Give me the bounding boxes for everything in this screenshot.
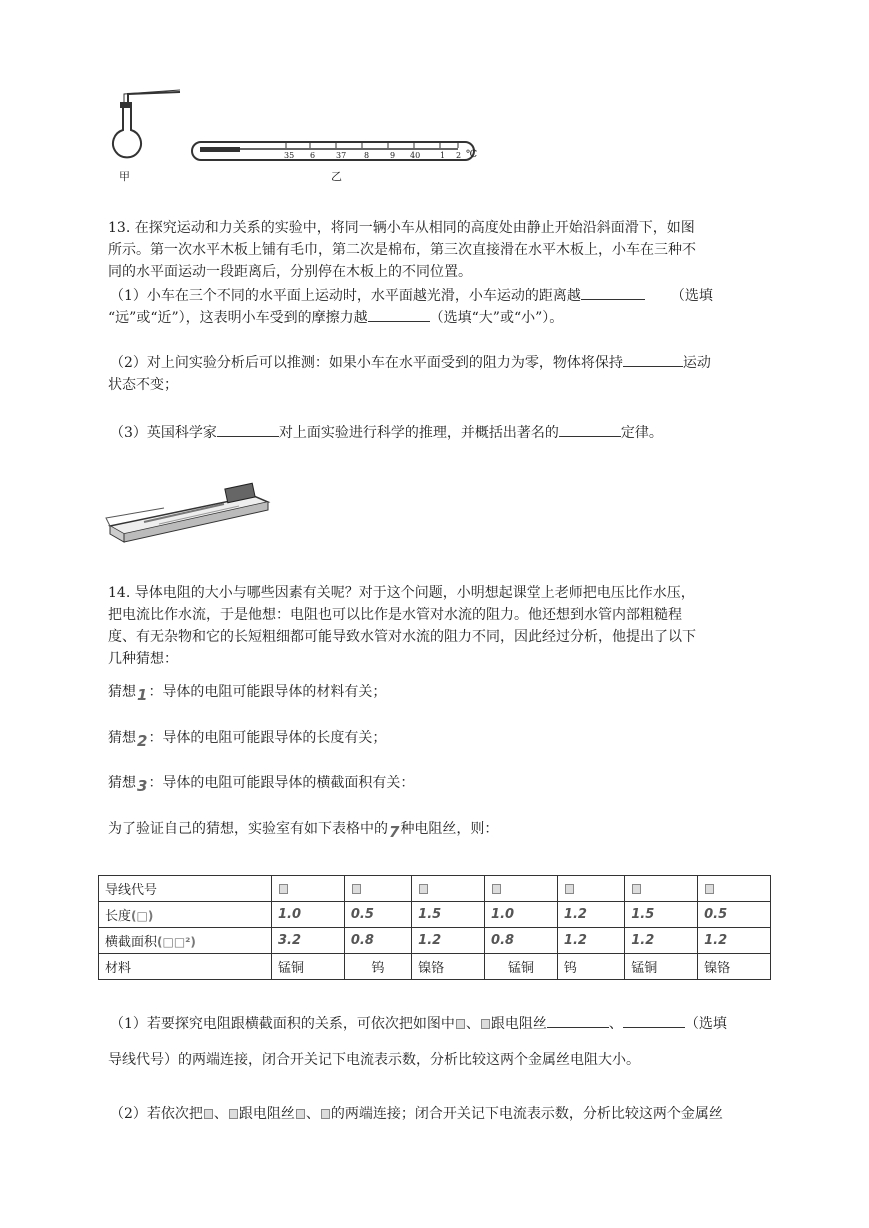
table-cell: 1.5: [412, 902, 485, 928]
code-icon: [272, 876, 345, 902]
code-icon: [412, 876, 485, 902]
table-cell: 钨: [557, 954, 624, 980]
unit-label: (□□²): [157, 935, 196, 949]
q13-part2-line2: 状态不变；: [108, 377, 178, 393]
unit-label: (□): [131, 909, 154, 923]
q13-part1-line2: [108, 307, 563, 328]
row-header-text: 横截面积: [105, 935, 158, 950]
row-header: 导线代号: [99, 876, 272, 902]
table-row: [99, 902, 771, 928]
code-image-icon: [481, 1019, 490, 1029]
q14-s2-text: （2）若依次把: [110, 1106, 203, 1122]
code-image-icon: [352, 884, 361, 894]
tick-label: 2: [456, 151, 462, 160]
q13-part3: [110, 422, 663, 443]
code-image-icon: [321, 1109, 330, 1119]
table-cell: 锰铜: [485, 954, 558, 980]
guess-3: [108, 772, 414, 793]
row-header-text: 长度: [105, 909, 132, 924]
guess-text: ：导体的电阻可能跟导体的横截面积有关：: [148, 775, 415, 791]
q13-intro-3: 同的水平面运动一段距离后，分别停在木板上的不同位置。: [108, 264, 472, 280]
separator: 、: [465, 1016, 480, 1032]
tick-label: 9: [390, 151, 396, 160]
code-image-icon: [279, 884, 288, 894]
table-cell: 0.5: [698, 902, 771, 928]
code-image-icon: [456, 1019, 465, 1029]
code-icon: [625, 876, 698, 902]
answer-blank[interactable]: [547, 1013, 609, 1028]
table-row: [99, 876, 771, 902]
verify-text: 为了验证自己的猜想，实验室有如下表格中的: [108, 821, 388, 837]
q13-p3-text3: 定律。: [620, 425, 663, 441]
code-image-icon: [632, 884, 641, 894]
q13-p2-text2: 运动: [682, 355, 711, 371]
separator: 、: [213, 1106, 228, 1122]
answer-blank[interactable]: [217, 422, 279, 437]
table-cell: 1.2: [412, 928, 485, 954]
table-cell: 1.0: [272, 902, 345, 928]
q13-p3-text: （3）英国科学家: [110, 425, 217, 441]
answer-blank[interactable]: [581, 285, 645, 300]
q14-intro-4: 几种猜想：: [108, 651, 178, 667]
code-image-icon: [419, 884, 428, 894]
code-icon: [344, 876, 411, 902]
flask-figure: [100, 86, 190, 182]
code-icon: [485, 876, 558, 902]
separator: 、: [608, 1016, 623, 1032]
table-cell: 1.0: [485, 902, 558, 928]
q14-s2-text2: 跟电阻丝: [238, 1106, 295, 1122]
q14-sub1-line1: [110, 1013, 727, 1034]
code-icon: [557, 876, 624, 902]
table-cell: 镍铬: [698, 954, 771, 980]
q13-intro-1: 13. 在探究运动和力关系的实验中，将同一辆小车从相同的高度处由静止开始沿斜面滑下，如图: [108, 220, 695, 236]
table-cell: 3.2: [272, 928, 345, 954]
code-image-icon: [204, 1109, 213, 1119]
table-row: [99, 928, 771, 954]
table-row: [99, 954, 771, 980]
q13-intro-2: 所示。第一次水平木板上铺有毛巾，第二次是棉布，第三次直接滑在水平木板上，小车在三种不: [108, 242, 696, 258]
q14-intro-3: 度、有无杂物和它的长短粗细都可能导致水管对水流的阻力不同，因此经过分析，他提出了以下: [108, 629, 696, 645]
q14-s1-hint: （选填: [684, 1016, 727, 1032]
row-header: [99, 928, 272, 954]
q13-p2-text: （2）对上问实验分析后可以推测：如果小车在水平面受到的阻力为零，物体将保持: [110, 355, 623, 371]
q13-p1-hint: （选填: [670, 288, 713, 304]
table-cell: 0.5: [344, 902, 411, 928]
answer-blank[interactable]: [623, 352, 683, 367]
verify-text2: 种电阻丝，则：: [400, 821, 499, 837]
table-cell: 1.5: [625, 902, 698, 928]
guess-number: 2: [137, 732, 148, 750]
guess-1: [108, 681, 386, 702]
verify-line: [108, 818, 498, 839]
table-cell: 锰铜: [272, 954, 345, 980]
table-cell: 1.2: [557, 928, 624, 954]
verify-number: 7: [389, 823, 400, 841]
answer-blank[interactable]: [368, 307, 430, 322]
q14-s1-text: （1）若要探究电阻跟横截面积的关系，可依次把如图中: [110, 1016, 455, 1032]
unit-label: ℃: [466, 149, 478, 160]
code-image-icon: [296, 1109, 305, 1119]
resistance-wire-table: [98, 875, 771, 980]
table-cell: 1.2: [557, 902, 624, 928]
q13-p3-text2: 对上面实验进行科学的推理，并概括出著名的: [278, 425, 559, 441]
guess-text: ：导体的电阻可能跟导体的长度有关；: [148, 730, 387, 746]
q14-s1-text2: 跟电阻丝: [490, 1016, 547, 1032]
q13-part2-line1: [110, 352, 711, 373]
table-cell: 钨: [344, 954, 411, 980]
guess-2: [108, 727, 386, 748]
guess-number: 1: [137, 686, 148, 704]
answer-blank[interactable]: [623, 1013, 685, 1028]
code-icon: [698, 876, 771, 902]
code-image-icon: [492, 884, 501, 894]
figure-label-b: 乙: [331, 170, 342, 183]
q13-p1-text2: “远”或“近”），这表明小车受到的摩擦力越: [108, 310, 368, 326]
code-image-icon: [705, 884, 714, 894]
tick-label: 35: [284, 151, 295, 160]
tick-label: 6: [310, 151, 316, 160]
guess-prefix: 猜想: [108, 775, 136, 791]
guess-number: 3: [137, 777, 148, 795]
table-cell: 镍铬: [412, 954, 485, 980]
q14-sub1-line2: 导线代号）的两端连接，闭合开关记下电流表示数，分析比较这两个金属丝电阻大小。: [108, 1052, 640, 1068]
table-cell: 0.8: [485, 928, 558, 954]
separator: 、: [305, 1106, 320, 1122]
code-image-icon: [565, 884, 574, 894]
table-cell: 0.8: [344, 928, 411, 954]
guess-prefix: 猜想: [108, 684, 136, 700]
row-header: 材料: [99, 954, 272, 980]
thermometer-figure: [188, 138, 480, 166]
q14-intro-2: 把电流比作水流，于是他想：电阻也可以比作是水管对水流的阻力。他还想到水管内部粗糙程: [108, 607, 682, 623]
guess-text: ：导体的电阻可能跟导体的材料有关；: [148, 684, 387, 700]
code-image-icon: [229, 1109, 238, 1119]
q14-intro-1: 14. 导体电阻的大小与哪些因素有关呢？对于这个问题，小明想起课堂上老师把电压比作水压，: [108, 585, 695, 601]
q13-p1-hint2: （选填“大”或“小”）。: [429, 310, 564, 326]
figure-label-a: 甲: [119, 170, 130, 183]
q13-p1-text: （1）小车在三个不同的水平面上运动时，水平面越光滑，小车运动的距离越: [110, 288, 581, 304]
tick-label: 37: [336, 151, 347, 160]
answer-blank[interactable]: [559, 422, 621, 437]
table-cell: 1.2: [698, 928, 771, 954]
tick-label: 1: [440, 151, 446, 160]
ramp-cart-figure: [104, 478, 272, 544]
tick-label: 40: [410, 151, 421, 160]
row-header: [99, 902, 272, 928]
table-cell: 锰铜: [625, 954, 698, 980]
guess-prefix: 猜想: [108, 730, 136, 746]
q14-s2-text3: 的两端连接；闭合开关记下电流表示数，分析比较这两个金属丝: [330, 1106, 723, 1122]
table-cell: 1.2: [625, 928, 698, 954]
q13-part1-line1: [110, 285, 713, 306]
tick-label: 8: [364, 151, 370, 160]
q14-sub2-line1: [110, 1104, 723, 1124]
